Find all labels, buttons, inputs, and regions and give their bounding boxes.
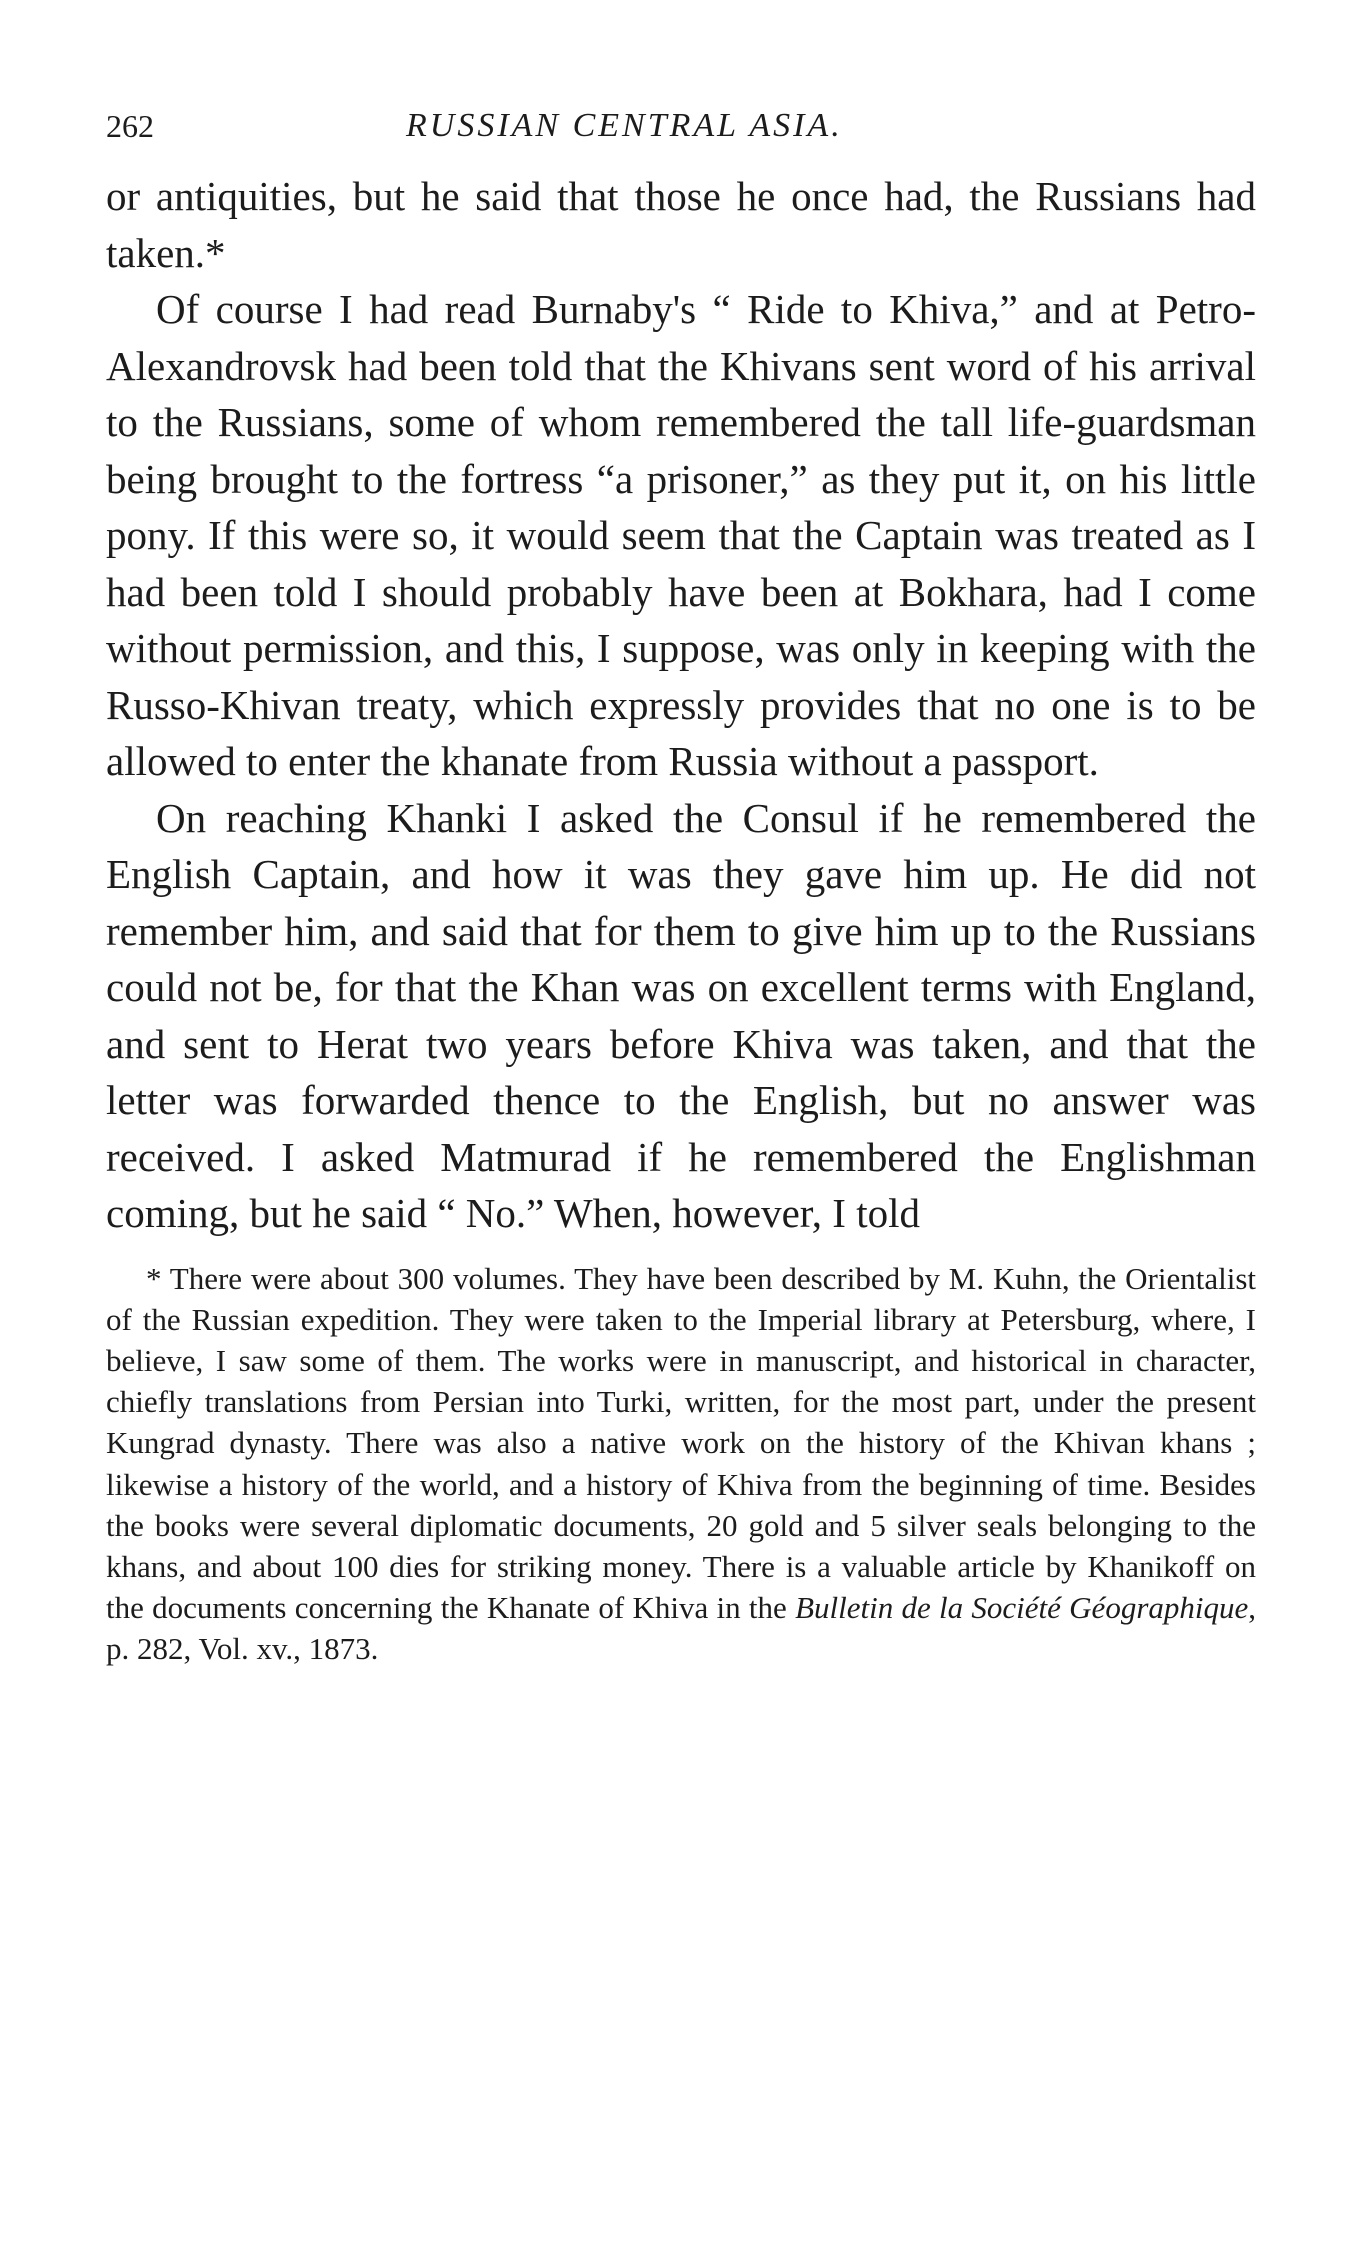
page-header bbox=[106, 96, 1256, 156]
body-text bbox=[106, 168, 1256, 1242]
paragraph: or antiquities, but he said that those he once had, the Russians had taken.* bbox=[106, 173, 1256, 276]
paragraph: On reaching Khanki I asked the Consul if he remembered the English Captain, and how it was they gave him up. He did not remember him, and said that for them to give him up to the Russians could not be, for that the Khan was on excellent terms with England, and sent to Herat two years before Khiva was taken, and that the letter was forwarded thence to the English, but no answer was received. I asked Matmurad if he remembered the Englishman coming, but he said “ No.” When, however, I told bbox=[106, 794, 1256, 1236]
paragraph: Of course I had read Burnaby's “ Ride to Khiva,” and at Petro-Alexandrovsk had been told that the Khivans sent word of his arrival to the Russians, some of whom remembered the tall life-guardsman being brought to the fortress “a prisoner,” as they put it, on his little pony. If this were so, it would seem that the Captain was treated as I had been told I should probably have been at Bokhara, had I come without permission, and this, I suppose, was only in keeping with the Russo-Khivan treaty, which expressly provides that no one is to be allowed to enter the khanate from Russia without a passport. bbox=[106, 286, 1256, 784]
page-number: 262 bbox=[106, 108, 154, 144]
footnote-text: * There were about 300 volumes. They have been described by M. Kuhn, the Orientalist of the Russian expedition. They were taken to the Imperial library at Petersburg, where, I believe, I saw some of them. The works were in manuscript, and historical in character, chiefly translations from Persian into Turki, written, for the most part, under the present Kungrad dynasty. There was also a native work on the history of the Khivan khans ; likewise a history of the world, and a history of Khiva from the beginning of time. Besides the books were several diplomatic documents, 20 gold and 5 silver seals belonging to the khans, and about 100 dies for striking money. There is a valuable article by Khanikoff on the documents concerning the Khanate of Khiva in the bbox=[106, 1260, 1256, 1626]
footnote-citation: , p. 282, Vol. xv., 1873. bbox=[106, 1590, 1256, 1667]
running-head: RUSSIAN CENTRAL ASIA. bbox=[406, 107, 843, 144]
footnote bbox=[106, 1258, 1256, 1670]
footnote-paragraph bbox=[106, 1258, 1256, 1670]
book-page bbox=[106, 96, 1256, 1670]
journal-title: Bulletin de la Société Géographique bbox=[795, 1590, 1249, 1626]
